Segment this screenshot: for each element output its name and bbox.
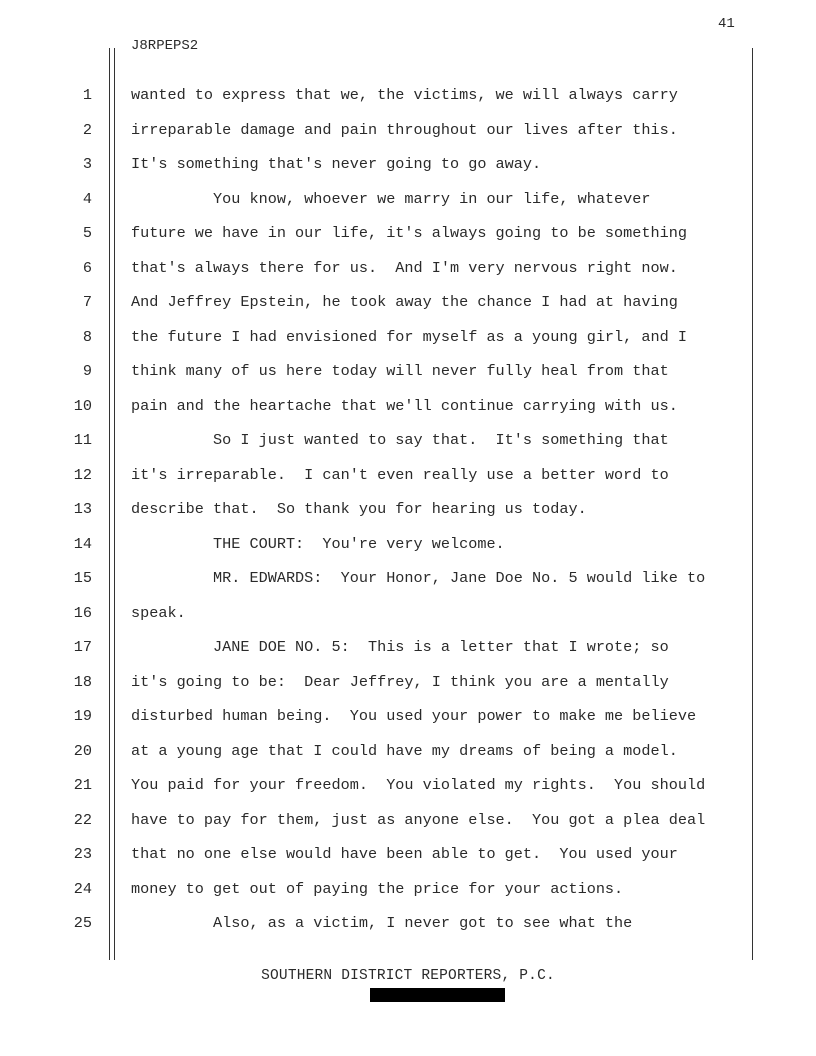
line-number: 12 [73,465,92,484]
line-number: 11 [73,431,92,449]
line-number: 25 [73,914,92,932]
line-text: You know, whoever we marry in our life, whatever [131,189,651,208]
right-margin-rule [752,48,753,960]
line-number: 19 [73,707,92,725]
line-number: 3 [82,155,92,173]
line-text: speak. [131,603,186,622]
line-number: 20 [73,741,92,760]
line-number: 13 [73,500,92,518]
line-text: wanted to express that we, the victims, we will always carry [131,86,678,104]
line-number: 18 [73,672,92,691]
court-reporter-footer: SOUTHERN DISTRICT REPORTERS, P.C. [261,968,555,984]
line-text: that's always there for us. And I'm very nervous right now. [131,258,678,277]
line-text: THE COURT: You're very welcome. [131,534,505,553]
line-text: JANE DOE NO. 5: This is a letter that I wrote; so [131,638,669,656]
redaction-bar [370,988,505,1002]
line-number: 6 [82,258,92,277]
line-number: 1 [82,86,92,104]
line-number: 23 [73,845,92,863]
line-text: that no one else would have been able to get. You used your [131,845,678,863]
line-text: it's going to be: Dear Jeffrey, I think you are a mentally [131,672,669,691]
line-text: future we have in our life, it's always going to be something [131,224,687,242]
line-text: MR. EDWARDS: Your Honor, Jane Doe No. 5 would like to [131,569,706,587]
line-text: And Jeffrey Epstein, he took away the chance I had at having [131,293,678,311]
line-text: describe that. So thank you for hearing us today. [131,500,587,518]
left-margin-rule [109,48,110,960]
line-text: irreparable damage and pain throughout our lives after this. [131,120,678,139]
line-number: 10 [73,396,92,415]
line-number: 8 [82,327,92,346]
line-text: Also, as a victim, I never got to see what the [131,914,633,932]
transcript-header-id: J8RPEPS2 [131,38,199,54]
line-number: 24 [73,879,92,898]
line-text: at a young age that I could have my dreams of being a model. [131,741,678,760]
left-margin-rule-inner [114,48,115,960]
line-text: it's irreparable. I can't even really use a better word to [131,465,669,484]
line-text: disturbed human being. You used your power to make me believe [131,707,697,725]
line-text: have to pay for them, just as anyone else. You got a plea deal [131,810,706,829]
line-number: 4 [82,189,92,208]
line-number: 5 [82,224,92,242]
line-text: think many of us here today will never fully heal from that [131,362,669,380]
line-number: 2 [82,120,92,139]
line-number: 7 [82,293,92,311]
line-number: 9 [82,362,92,380]
line-text: It's something that's never going to go away. [131,155,542,173]
line-number: 22 [73,810,92,829]
line-number: 21 [73,776,92,794]
line-number: 15 [73,569,92,587]
line-text: money to get out of paying the price for your actions. [131,879,624,898]
line-text: the future I had envisioned for myself as a young girl, and I [131,327,687,346]
line-text: You paid for your freedom. You violated my rights. You should [131,776,706,794]
line-number: 17 [73,638,92,656]
line-number: 14 [73,534,92,553]
page-number: 41 [718,16,735,32]
line-text: So I just wanted to say that. It's something that [131,431,669,449]
line-text: pain and the heartache that we'll continue carrying with us. [131,396,678,415]
line-number: 16 [73,603,92,622]
